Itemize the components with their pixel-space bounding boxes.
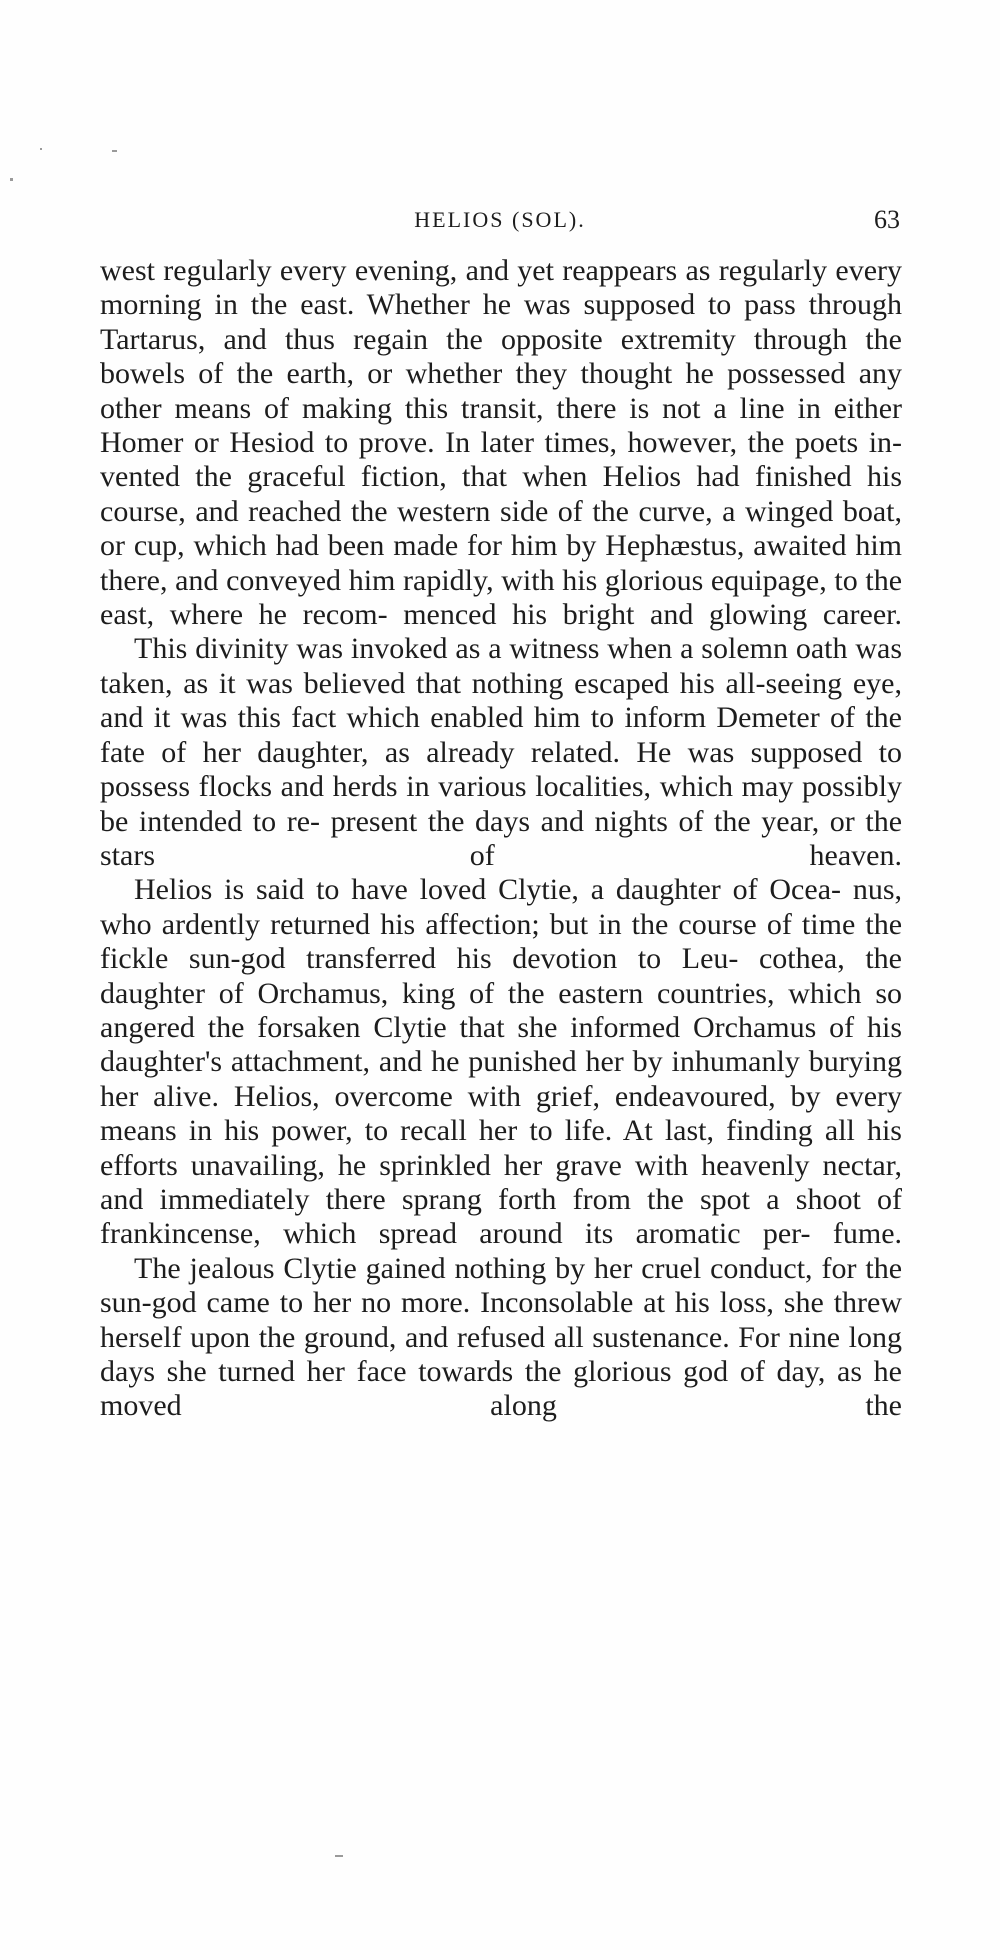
text-line: he punished her by inhumanly burying her alive. Helios, — [100, 1045, 903, 1113]
text-line: Hephæstus, awaited him there, and conveyed him rapidly, — [100, 529, 902, 597]
text-line: oath was taken, as it was believed that nothing escaped — [100, 632, 902, 700]
paper-speck — [10, 178, 13, 181]
text-line: related. He was supposed to possess flocks and herds in — [100, 735, 903, 804]
text-line: his all-seeing eye, and it was this fact which enabled him — [100, 666, 903, 735]
text-line: supposed to pass through Tartarus, and thus regain the — [100, 288, 902, 356]
text-line: various localities, which may possibly be intended to re- — [100, 770, 902, 838]
text-line: with his glorious equipage, to the east, where he recom- — [100, 563, 903, 632]
paper-speck — [335, 1855, 343, 1857]
text-line: Hesiod to prove. In later times, however, the poets in- — [229, 426, 903, 460]
text-line: of frankincense, which spread around its aromatic per- — [100, 1182, 902, 1251]
paragraph-1 — [100, 254, 902, 632]
text-line: winged boat, or cup, which had been made for him by — [100, 494, 902, 563]
paper-speck — [40, 148, 42, 150]
text-line: heaven. — [809, 838, 902, 872]
page-number: 63 — [874, 205, 900, 234]
text-line: menced his bright and glowing career. — [403, 598, 902, 632]
text-line: his course, and reached the western side of the curve, a — [100, 460, 902, 528]
text-line: west regularly every evening, and yet reappears as — [100, 254, 711, 287]
text-line: regularly every morning in the east. Whether he was — [100, 254, 903, 322]
text-line: she informed Orchamus of his daughter's attachment, and — [100, 1010, 902, 1079]
running-title: HELIOS (SOL). — [414, 207, 586, 232]
text-line: for the sun-god came to her no more. Inconsolable at — [100, 1251, 903, 1320]
text-line: Helios is said to have loved Clytie, a daughter of Ocea- — [134, 873, 841, 907]
paragraph-3 — [100, 873, 902, 1251]
text-line: of time the fickle sun-god transferred his devotion to Leu- — [100, 907, 903, 976]
text-line: present the days and nights of the year, or the stars of — [100, 804, 903, 872]
text-line: vented the graceful fiction, that when Helios had finished — [100, 460, 852, 494]
paragraph-2 — [100, 632, 902, 873]
text-line: to inform Demeter of the fate of her daughter, as already — [100, 701, 902, 769]
text-line: and immediately there sprang forth from the spot a shoot — [100, 1182, 861, 1216]
text-line: making this transit, there is not a line in either Homer or — [100, 391, 902, 460]
text-line: power, to recall her to life. At last, finding all his efforts — [100, 1114, 902, 1182]
text-line: nus, who ardently returned his affection; but in the course — [100, 873, 902, 941]
text-line: opposite extremity through the bowels of the earth, or — [100, 322, 902, 391]
text-line: overcome with grief, endeavoured, by every means in his — [100, 1079, 902, 1148]
text-line: unavailing, he sprinkled her grave with heavenly nectar, — [190, 1148, 903, 1182]
text-line: towards the glorious god of day, as he moved along the — [100, 1355, 902, 1423]
text-line: his loss, she threw herself upon the ground, and refused — [100, 1286, 902, 1354]
text-line: The jealous Clytie gained nothing by her cruel conduct, — [134, 1251, 813, 1285]
text-line: countries, which so angered the forsaken Clytie that — [100, 976, 902, 1044]
running-header — [100, 202, 900, 238]
body-text — [100, 254, 902, 1424]
text-line: cothea, the daughter of Orchamus, king of the eastern — [100, 942, 902, 1010]
paragraph-4 — [100, 1252, 902, 1424]
paper-speck — [112, 150, 117, 152]
text-line: whether they thought he possessed any other means of — [100, 357, 903, 425]
text-line: This divinity was invoked as a witness when a solemn — [134, 632, 788, 666]
text-line: all sustenance. For nine long days she turned her face — [100, 1320, 903, 1388]
text-line: fume. — [832, 1217, 903, 1251]
